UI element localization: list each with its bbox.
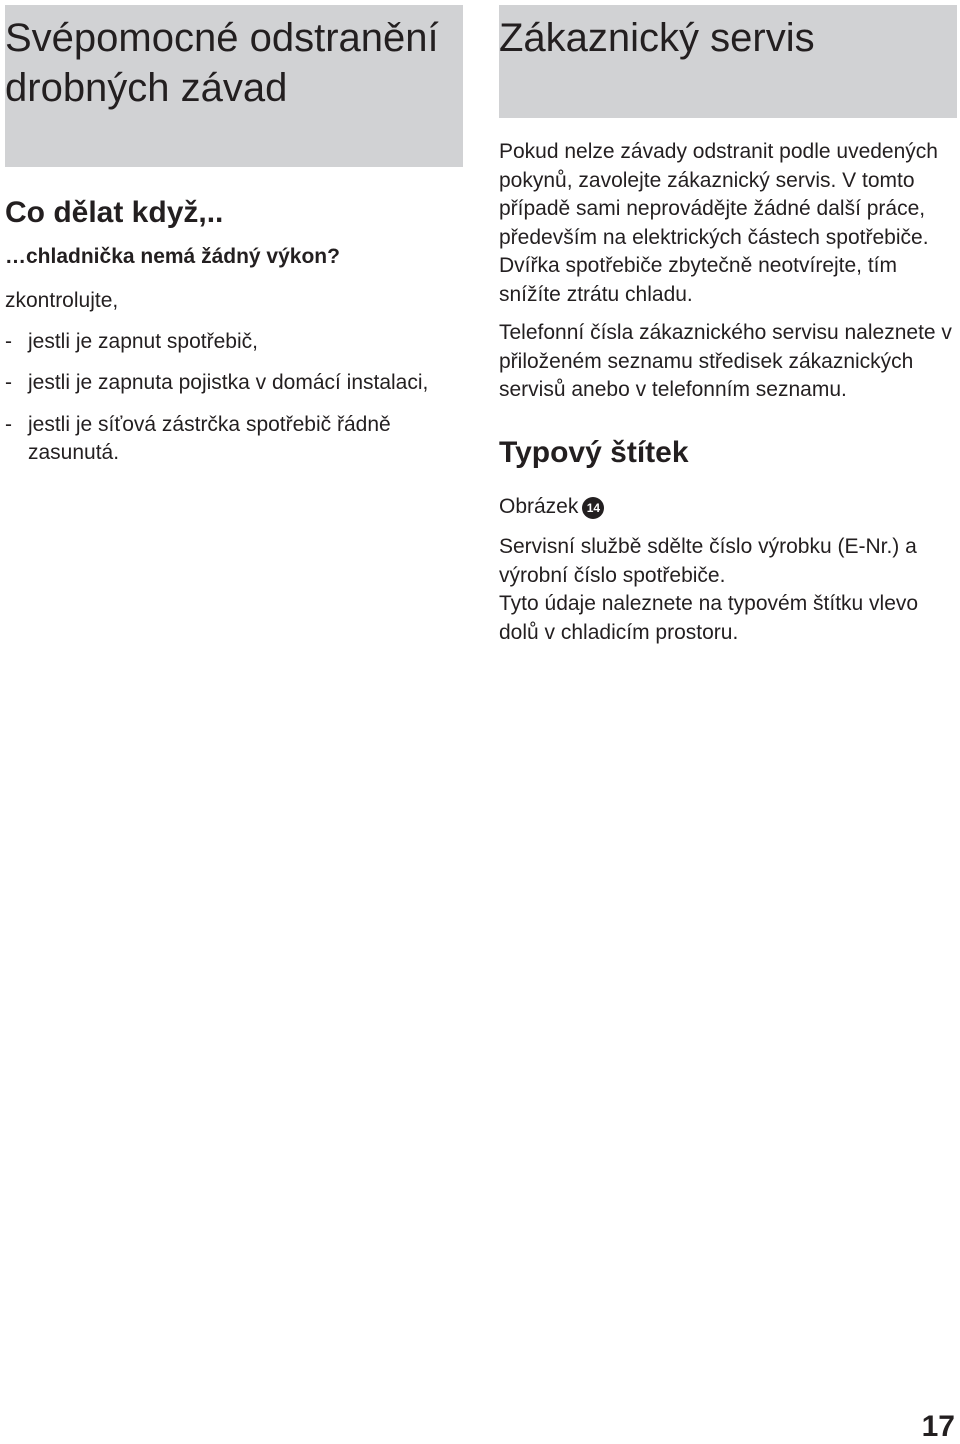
subheading: Co dělat když,.. <box>5 196 224 229</box>
check-list <box>5 328 463 468</box>
intro-text: zkontrolujte, <box>5 289 119 312</box>
question: …chladnička nemá žádný výkon? <box>5 245 340 268</box>
right-title-box <box>499 5 957 118</box>
section-title-rating-plate: Typový štítek <box>499 435 689 469</box>
rating-paragraph-1: Servisní službě sdělte číslo výrobku (E-Nr.) a výrobní číslo spotřebiče. <box>499 535 917 587</box>
figure-number-badge: 14 <box>582 497 604 519</box>
list-item: - jestli je zapnut spotřebič, <box>5 329 258 353</box>
list-item: - jestli je zapnuta pojistka v domácí instalaci, <box>5 371 429 394</box>
right-column <box>499 5 957 647</box>
service-paragraph-1: Pokud nelze závady odstranit podle uvedených pokynů, zavolejte zákaznický servis. V tomto případě sami neprovádějte žádné další práce, především na elektrických částech spotřebiče. <box>499 140 938 249</box>
list-item: - jestli je síťová zástrčka spotřebič řádně zasunutá. <box>5 412 391 464</box>
rating-paragraph-2: Tyto údaje naleznete na typovém štítku vlevo dolů v chladicím prostoru. <box>499 592 919 644</box>
left-column <box>5 5 463 481</box>
figure-reference: Obrázek 14 <box>499 493 957 522</box>
section-title-customer-service: Zákaznický servis <box>499 16 815 60</box>
left-title-box <box>5 5 463 167</box>
service-paragraph-3: Telefonní čísla zákaznického servisu naleznete v přiloženém seznamu středisek zákaznických servisů anebo v telefonním seznamu. <box>499 321 952 401</box>
page-title: Svépomocné odstranění drobných závad <box>5 16 439 110</box>
page-number: 17 <box>921 1410 955 1443</box>
service-paragraph-2: Dvířka spotřebiče zbytečně neotvírejte, tím snížíte ztrátu chladu. <box>499 254 898 306</box>
